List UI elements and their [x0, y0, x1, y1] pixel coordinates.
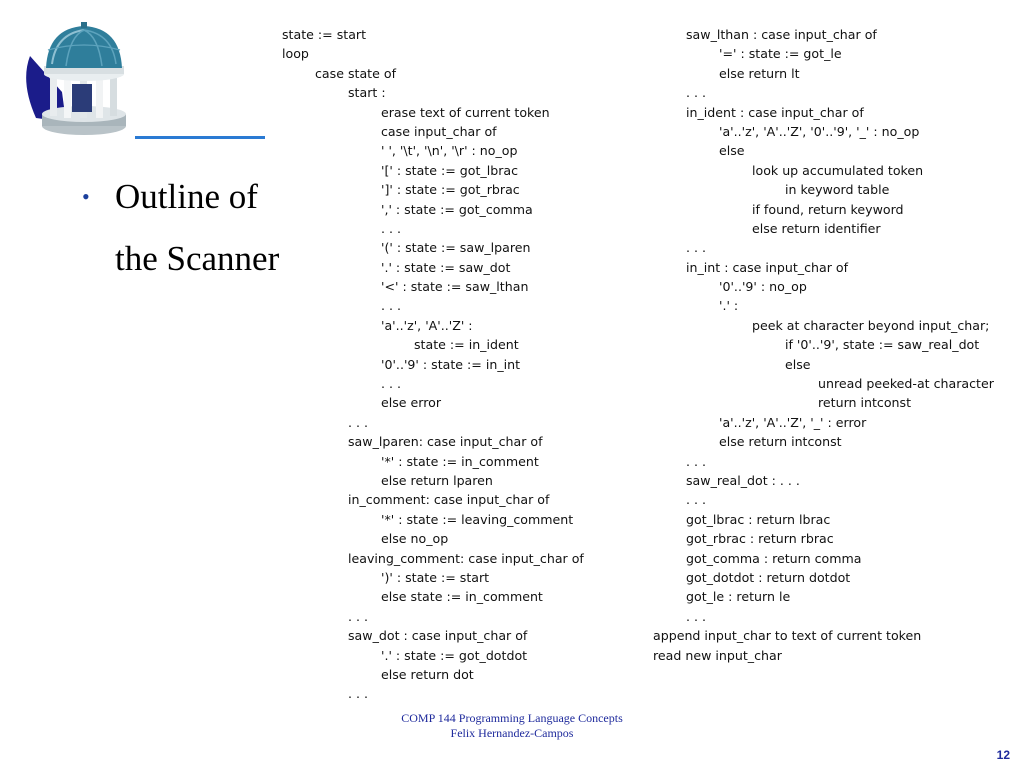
code-line: if '0'..'9', state := saw_real_dot: [785, 337, 980, 353]
code-line: loop: [282, 46, 309, 62]
title-underline: [135, 136, 265, 139]
code-line: state := start: [282, 27, 367, 42]
code-line: case state of: [315, 65, 396, 81]
code-line: else return lparen: [381, 472, 493, 488]
code-line: leaving_comment: case input_char of: [348, 550, 584, 566]
code-line: 'a'..'z', 'A'..'Z', '_' : error: [719, 414, 867, 430]
code-line: saw_dot : case input_char of: [348, 628, 528, 644]
code-line: . . .: [686, 85, 707, 101]
code-line: in_comment: case input_char of: [348, 492, 550, 508]
code-line: '<' : state := saw_lthan: [381, 279, 529, 295]
code-line: . . .: [348, 686, 369, 702]
code-line: return intconst: [818, 395, 912, 411]
code-line: erase text of current token: [381, 104, 550, 120]
code-line: . . .: [381, 298, 402, 314]
code-line: append input_char to text of current token: [653, 628, 922, 644]
code-line: in_ident : case input_char of: [686, 104, 864, 120]
code-line: saw_lparen: case input_char of: [348, 434, 543, 450]
code-line: . . .: [686, 608, 707, 624]
bullet-line-1: Outline of: [115, 177, 258, 216]
code-line: else error: [381, 395, 442, 411]
code-line: peek at character beyond input_char;: [752, 317, 990, 333]
code-line: . . .: [348, 608, 369, 624]
code-line: else return intconst: [719, 434, 842, 450]
pseudocode-right-column: [653, 25, 1023, 665]
code-line: else: [785, 356, 811, 372]
code-line: start :: [348, 85, 386, 101]
code-line: else return dot: [381, 666, 474, 682]
code-line: ' ', '\t', '\n', '\r' : no_op: [381, 143, 518, 159]
code-line: '.' :: [719, 298, 739, 314]
footer-author: Felix Hernandez-Campos: [450, 726, 574, 740]
bullet-line-2: the Scanner: [115, 239, 280, 278]
code-line: '=' : state := got_le: [719, 46, 842, 62]
code-line: saw_real_dot : . . .: [686, 472, 800, 488]
code-line: ']' : state := got_rbrac: [381, 182, 520, 198]
old-well-icon: [22, 22, 134, 140]
code-line: . . .: [381, 376, 402, 392]
code-line: got_comma : return comma: [686, 550, 862, 566]
code-line: got_rbrac : return rbrac: [686, 531, 834, 547]
footer-course: COMP 144 Programming Language Concepts: [401, 711, 623, 725]
bullet-dot: •: [82, 184, 90, 209]
footer: [380, 711, 644, 741]
code-line: '0'..'9' : no_op: [719, 279, 807, 295]
code-line: got_dotdot : return dotdot: [686, 569, 851, 585]
code-line: got_le : return le: [686, 589, 791, 605]
code-line: . . .: [686, 492, 707, 508]
code-line: got_lbrac : return lbrac: [686, 511, 831, 527]
code-line: '*' : state := in_comment: [381, 453, 539, 469]
code-line: else no_op: [381, 531, 449, 547]
code-line: '[' : state := got_lbrac: [381, 162, 519, 178]
page-number: 12: [996, 748, 1010, 762]
code-line: 'a'..'z', 'A'..'Z' :: [381, 317, 473, 333]
code-line: in keyword table: [785, 182, 890, 198]
code-line: 'a'..'z', 'A'..'Z', '0'..'9', '_' : no_op: [719, 123, 920, 139]
code-line: '0'..'9' : state := in_int: [381, 356, 521, 372]
code-line: unread peeked-at character: [818, 376, 994, 392]
code-line: read new input_char: [653, 647, 782, 663]
code-line: in_int : case input_char of: [686, 259, 849, 275]
code-line: state := in_ident: [414, 337, 519, 353]
code-line: else return lt: [719, 65, 800, 81]
code-line: . . .: [381, 220, 402, 236]
code-line: ')' : state := start: [381, 569, 490, 585]
code-line: if found, return keyword: [752, 201, 904, 217]
code-line: else return identifier: [752, 220, 881, 236]
code-line: '.' : state := got_dotdot: [381, 647, 528, 663]
code-line: else state := in_comment: [381, 589, 543, 605]
code-line: '.' : state := saw_dot: [381, 259, 511, 275]
code-line: saw_lthan : case input_char of: [686, 27, 877, 42]
code-line: '(' : state := saw_lparen: [381, 240, 531, 256]
code-line: . . .: [348, 414, 369, 430]
pseudocode-left-column: [282, 25, 622, 704]
code-line: case input_char of: [381, 123, 497, 139]
code-line: ',' : state := got_comma: [381, 201, 533, 217]
code-line: . . .: [686, 453, 707, 469]
code-line: '*' : state := leaving_comment: [381, 511, 574, 527]
code-line: . . .: [686, 240, 707, 256]
code-line: look up accumulated token: [752, 162, 924, 178]
code-line: else: [719, 143, 745, 159]
